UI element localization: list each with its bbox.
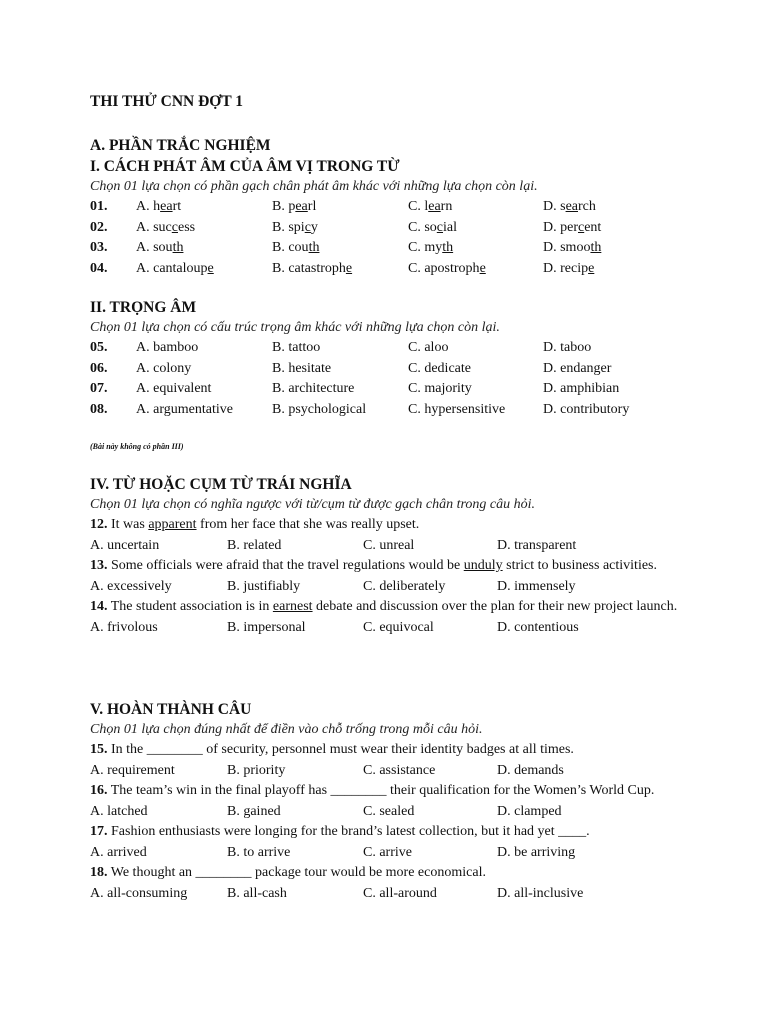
answer-option[interactable]: B. impersonal: [227, 619, 306, 635]
question-row: [90, 400, 680, 421]
question-stem: The student association is in: [107, 599, 273, 614]
answer-option[interactable]: B. justifiably: [227, 578, 301, 594]
option-text: B. p: [272, 199, 296, 214]
underlined-sound: e: [207, 260, 214, 276]
section-4-questions: [90, 515, 680, 638]
section-5-instruction: Chọn 01 lựa chọn đúng nhất để điền vào chỗ trống trong mỗi câu hỏi.: [90, 722, 483, 737]
option-text: y: [310, 219, 318, 235]
section-1-heading: I. CÁCH PHÁT ÂM CỦA ÂM VỊ TRONG TỪ: [90, 158, 400, 175]
option-text: D. recip: [543, 260, 589, 276]
question-number: 02.: [90, 219, 108, 235]
question-number: 15.: [90, 742, 108, 757]
question-number: 12.: [90, 517, 108, 532]
answer-option[interactable]: [543, 197, 596, 218]
section-1-instruction: Chọn 01 lựa chọn có phần gạch chân phát âm khác với những lựa chọn còn lại.: [90, 179, 538, 194]
answer-option[interactable]: A. uncertain: [90, 537, 160, 553]
underlined-sound: c: [171, 219, 178, 235]
option-text: D. s: [543, 199, 566, 214]
answer-option[interactable]: A. excessively: [90, 578, 172, 594]
question-stem: The team’s win in the final playoff has ________ their qualification for the Women’s World Cup.: [107, 783, 655, 798]
answer-option[interactable]: C. all-around: [363, 885, 437, 901]
answer-option[interactable]: [136, 238, 183, 259]
underlined-sound: th: [590, 240, 602, 256]
document-title: THI THỬ CNN ĐỢT 1: [90, 93, 244, 110]
answer-row: [90, 618, 680, 639]
question-number: 01.: [90, 199, 108, 214]
option-text: B. catastroph: [272, 260, 346, 276]
question-row: [90, 218, 680, 239]
question-number: 14.: [90, 599, 108, 614]
question-row: [90, 238, 680, 259]
answer-option[interactable]: C. equivocal: [363, 619, 434, 635]
option-text: A. h: [136, 199, 161, 214]
question-number: 13.: [90, 558, 108, 573]
answer-option[interactable]: D. endanger: [543, 360, 612, 376]
section-note: (Bài này không có phần III): [90, 442, 184, 451]
question-stem: Some officials were afraid that the travel regulations would be: [107, 558, 464, 573]
option-text: C. apostroph: [408, 260, 480, 276]
question-text: [90, 822, 680, 843]
option-text: B. spi: [272, 219, 305, 235]
option-text: B. cou: [272, 240, 309, 256]
answer-option[interactable]: D. amphibian: [543, 381, 620, 397]
question-number: 04.: [90, 260, 108, 276]
question-stem: debate and discussion over the plan for their new project launch.: [312, 599, 678, 614]
question-stem: Fashion enthusiasts were longing for the brand’s latest collection, but it had yet ____.: [107, 824, 590, 839]
underlined-sound: e: [345, 260, 353, 276]
question-text: [90, 515, 680, 536]
answer-option[interactable]: [272, 197, 316, 218]
underlined-sound: ea: [428, 199, 441, 214]
section-4-heading: IV. TỪ HOẶC CỤM TỪ TRÁI NGHĨA: [90, 476, 352, 493]
answer-option[interactable]: B. all-cash: [227, 885, 287, 901]
question-text: [90, 863, 680, 884]
question-number: 03.: [90, 240, 108, 256]
answer-option[interactable]: C. unreal: [363, 537, 415, 553]
option-text: C. so: [408, 219, 437, 235]
answer-row: [90, 577, 680, 598]
option-text: D. per: [543, 219, 578, 235]
answer-option[interactable]: [136, 218, 195, 239]
question-number: 16.: [90, 783, 108, 798]
answer-option[interactable]: C. sealed: [363, 803, 415, 819]
answer-option[interactable]: B. architecture: [272, 381, 355, 397]
section-1-questions: [90, 197, 680, 279]
answer-option[interactable]: B. tattoo: [272, 340, 321, 355]
option-text: ial: [443, 219, 458, 235]
answer-option[interactable]: [408, 259, 486, 280]
answer-option[interactable]: C. hypersensitive: [408, 401, 506, 417]
answer-option[interactable]: A. argumentative: [136, 401, 233, 417]
answer-option[interactable]: [408, 238, 453, 259]
answer-option[interactable]: D. all-inclusive: [497, 885, 584, 901]
answer-option[interactable]: B. gained: [227, 803, 281, 819]
underlined-sound: e: [588, 260, 595, 276]
answer-option[interactable]: C. arrive: [363, 844, 412, 860]
answer-option[interactable]: B. hesitate: [272, 360, 332, 376]
section-5-heading: V. HOÀN THÀNH CÂU: [90, 701, 252, 718]
section-2-heading: II. TRỌNG ÂM: [90, 299, 197, 316]
answer-row: [90, 884, 680, 905]
question-number: 07.: [90, 381, 108, 397]
question-text: [90, 740, 680, 761]
answer-option[interactable]: A. equivalent: [136, 381, 212, 397]
underlined-sound: c: [578, 219, 585, 235]
question-row: [90, 259, 680, 280]
answer-option[interactable]: C. deliberately: [363, 578, 446, 594]
answer-row: [90, 843, 680, 864]
answer-option[interactable]: A. arrived: [90, 844, 147, 860]
underlined-sound: c: [436, 219, 444, 235]
question-stem: from her face that she was really upset.: [196, 517, 420, 532]
answer-option[interactable]: C. dedicate: [408, 360, 471, 376]
answer-option[interactable]: D. contentious: [497, 619, 579, 635]
question-number: 18.: [90, 865, 108, 880]
underlined-sound: c: [304, 219, 311, 235]
underlined-sound: e: [479, 260, 486, 276]
option-text: A. sou: [136, 240, 173, 256]
answer-option[interactable]: B. related: [227, 537, 282, 553]
question-row: [90, 197, 680, 218]
answer-option[interactable]: A. bamboo: [136, 340, 199, 355]
answer-option[interactable]: [272, 259, 352, 280]
underlined-sound: ea: [295, 199, 308, 214]
answer-option[interactable]: B. psychological: [272, 401, 367, 417]
answer-option[interactable]: [543, 259, 594, 280]
option-text: rl: [307, 199, 317, 214]
answer-row: [90, 536, 680, 557]
option-text: rch: [578, 199, 596, 214]
option-text: rt: [172, 199, 182, 214]
question-row: [90, 338, 680, 359]
answer-row: [90, 802, 680, 823]
question-stem: strict to business activities.: [502, 558, 657, 573]
option-text: D. smoo: [543, 240, 591, 256]
question-number: 08.: [90, 401, 108, 417]
answer-option[interactable]: A. frivolous: [90, 619, 158, 635]
option-text: A. suc: [136, 219, 172, 235]
underlined-sound: th: [308, 240, 320, 256]
option-text: C. my: [408, 240, 443, 256]
answer-option[interactable]: [272, 238, 319, 259]
underlined-word: earnest: [272, 599, 313, 614]
question-text: [90, 597, 680, 618]
answer-option[interactable]: C. majority: [408, 381, 472, 397]
question-stem: In the ________ of security, personnel must wear their identity badges at all times.: [107, 742, 574, 757]
answer-option[interactable]: [408, 218, 457, 239]
underlined-sound: th: [172, 240, 184, 256]
question-number: 05.: [90, 340, 108, 355]
answer-option[interactable]: [136, 197, 181, 218]
answer-option[interactable]: [136, 259, 214, 280]
question-row: [90, 379, 680, 400]
answer-option[interactable]: D. immensely: [497, 578, 576, 594]
answer-option[interactable]: D. transparent: [497, 537, 577, 553]
underlined-sound: ea: [565, 199, 578, 214]
underlined-sound: ea: [160, 199, 173, 214]
answer-option[interactable]: A. latched: [90, 803, 148, 819]
option-text: ess: [178, 219, 196, 235]
section-stress: [90, 297, 680, 420]
underlined-sound: th: [442, 240, 454, 256]
answer-option[interactable]: A. requirement: [90, 762, 175, 778]
answer-option[interactable]: A. colony: [136, 360, 192, 376]
answer-option[interactable]: [543, 218, 601, 239]
answer-option[interactable]: [272, 218, 318, 239]
answer-option[interactable]: A. all-consuming: [90, 885, 188, 901]
answer-option[interactable]: [408, 197, 452, 218]
answer-option[interactable]: D. clamped: [497, 803, 562, 819]
section-2-instruction: Chọn 01 lựa chọn có cấu trúc trọng âm khác với những lựa chọn còn lại.: [90, 320, 500, 335]
section-sentence-completion: [90, 699, 680, 904]
answer-option[interactable]: C. aloo: [408, 340, 449, 355]
question-text: [90, 781, 680, 802]
answer-option[interactable]: D. be arriving: [497, 844, 576, 860]
question-stem: We thought an ________ package tour would be more economical.: [107, 865, 486, 880]
option-text: C. l: [408, 199, 429, 214]
section-5-questions: [90, 740, 680, 904]
section-2-questions: [90, 338, 680, 420]
section-4-instruction: Chọn 01 lựa chọn có nghĩa ngược với từ/cụm từ được gạch chân trong câu hỏi.: [90, 497, 536, 512]
answer-option[interactable]: B. priority: [227, 762, 286, 778]
section-antonyms: [90, 474, 680, 638]
option-text: rn: [440, 199, 453, 214]
option-text: A. cantaloup: [136, 260, 208, 276]
answer-option[interactable]: D. taboo: [543, 340, 592, 355]
section-pronunciation: [90, 135, 680, 279]
option-text: ent: [584, 219, 602, 235]
answer-option[interactable]: D. contributory: [543, 401, 630, 417]
answer-option[interactable]: D. demands: [497, 762, 564, 778]
answer-row: [90, 761, 680, 782]
answer-option[interactable]: [543, 238, 601, 259]
underlined-word: apparent: [148, 517, 197, 532]
question-number: 17.: [90, 824, 108, 839]
answer-option[interactable]: B. to arrive: [227, 844, 291, 860]
question-stem: It was: [107, 517, 149, 532]
question-text: [90, 556, 680, 577]
part-a-heading: A. PHẦN TRẮC NGHIỆM: [90, 137, 271, 154]
question-number: 06.: [90, 360, 108, 376]
underlined-word: unduly: [463, 558, 503, 573]
question-row: [90, 359, 680, 380]
answer-option[interactable]: C. assistance: [363, 762, 436, 778]
